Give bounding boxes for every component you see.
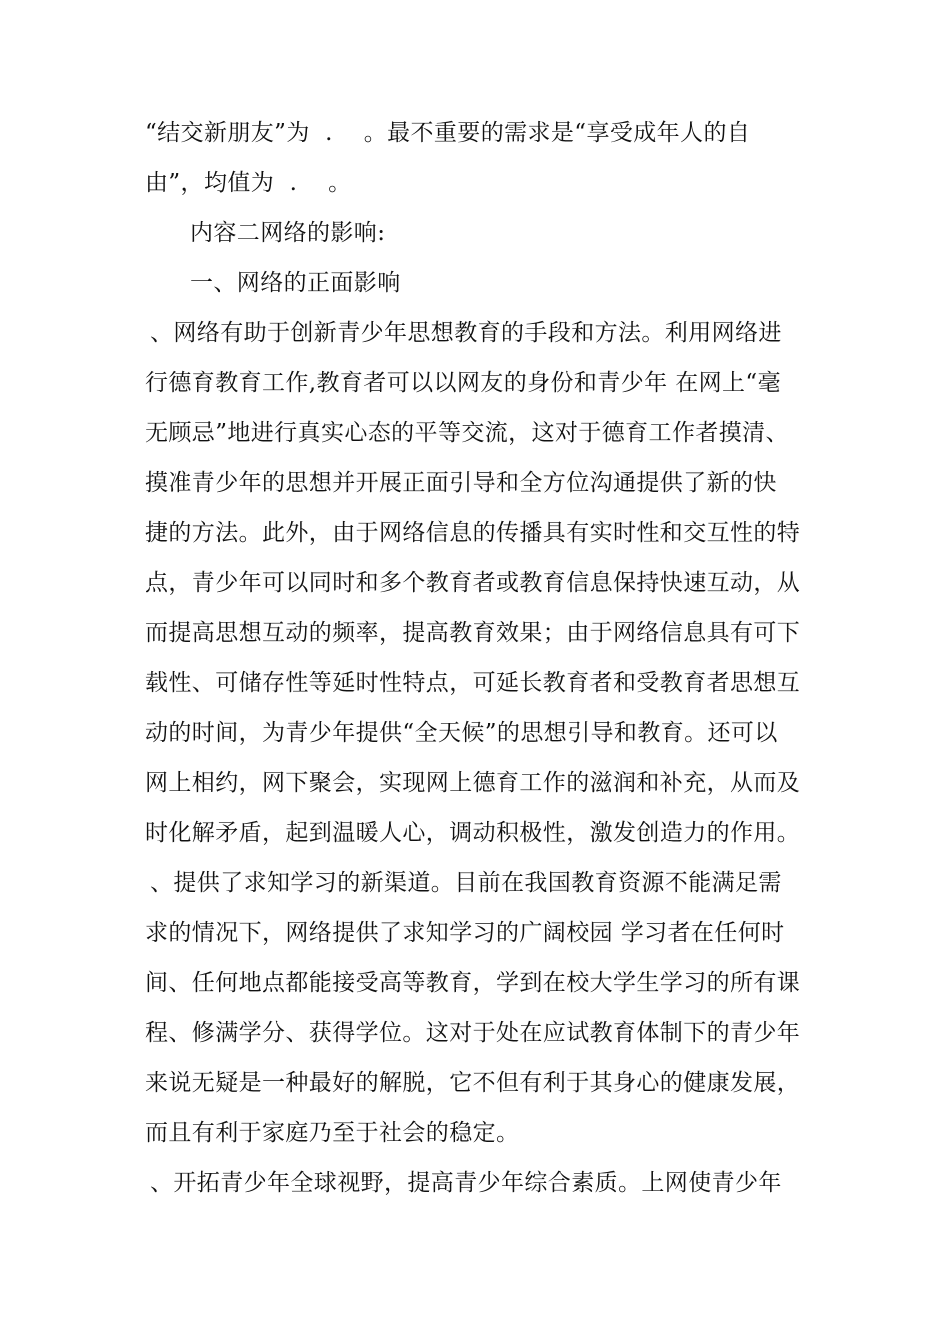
paragraph-2-line-2: 求的情况下，网络提供了求知学习的广阔校园 学习者在任何时	[145, 920, 785, 946]
paragraph-1-line-7: 而提高思想互动的频率，提高教育效果；由于网络信息具有可下	[145, 620, 801, 646]
text-line-2: 由”，均值为 . 。	[145, 170, 352, 196]
paragraph-1-line-6: 点，青少年可以同时和多个教育者或教育信息保持快速互动，从	[145, 570, 801, 596]
paragraph-1-line-4: 摸准青少年的思想并开展正面引导和全方位沟通提供了新的快	[145, 470, 777, 496]
paragraph-2-line-3: 间、任何地点都能接受高等教育，学到在校大学生学习的所有课	[145, 970, 801, 996]
subsection-heading: 一、网络的正面影响	[190, 270, 401, 296]
section-heading: 内容二网络的影响:	[190, 220, 386, 246]
paragraph-1-line-2: 行德育教育工作,教育者可以以网友的身份和青少年 在网上“毫	[145, 370, 781, 396]
paragraph-1-line-9: 动的时间，为青少年提供“全天候”的思想引导和教育。还可以	[145, 720, 778, 746]
paragraph-3-line-1: 、开拓青少年全球视野，提高青少年综合素质。上网使青少年	[150, 1170, 782, 1196]
paragraph-2-line-1: 、提供了求知学习的新渠道。目前在我国教育资源不能满足需	[150, 870, 782, 896]
paragraph-1-line-8: 载性、可储存性等延时性特点，可延长教育者和受教育者思想互	[145, 670, 801, 696]
paragraph-2-line-6: 而且有利于家庭乃至于社会的稳定。	[145, 1120, 520, 1146]
paragraph-1-line-5: 捷的方法。此外，由于网络信息的传播具有实时性和交互性的特	[145, 520, 801, 546]
paragraph-2-line-4: 程、修满学分、获得学位。这对于处在应试教育体制下的青少年	[145, 1020, 801, 1046]
paragraph-1-line-10: 网上相约，网下聚会，实现网上德育工作的滋润和补充，从而及	[145, 770, 801, 796]
paragraph-2-line-5: 来说无疑是一种最好的解脱，它不但有利于其身心的健康发展，	[145, 1070, 801, 1096]
paragraph-1-line-1: 、网络有助于创新青少年思想教育的手段和方法。利用网络进	[150, 320, 782, 346]
paragraph-1-line-3: 无顾忌”地进行真实心态的平等交流，这对于德育工作者摸清、	[145, 420, 789, 446]
text-line-1: “结交新朋友”为 . 。最不重要的需求是“享受成年人的自	[145, 120, 751, 146]
paragraph-1-line-11: 时化解矛盾，起到温暖人心，调动积极性，激发创造力的作用。	[145, 820, 801, 846]
